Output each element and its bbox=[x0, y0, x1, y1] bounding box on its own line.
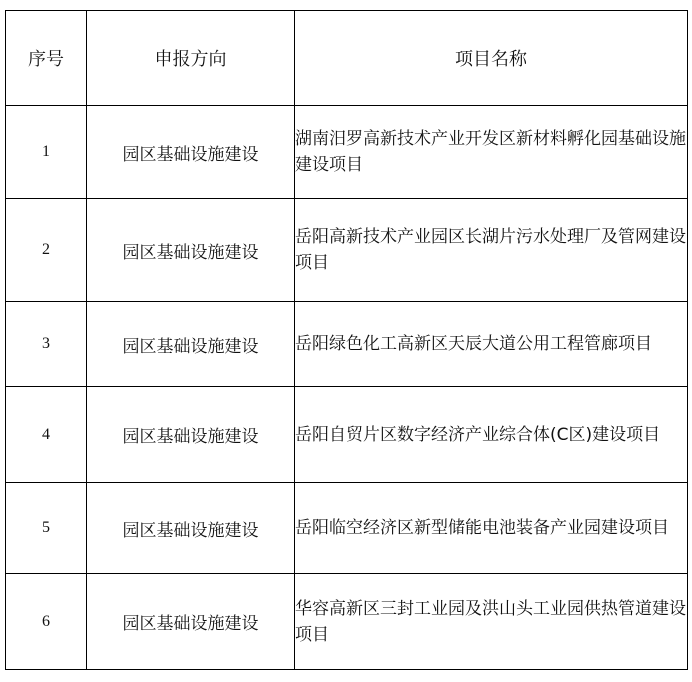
table-row bbox=[6, 483, 688, 574]
row-direction: 园区基础设施建设 bbox=[87, 387, 295, 483]
row-project-name: 岳阳高新技术产业园区长湖片污水处理厂及管网建设项目 bbox=[295, 199, 688, 302]
row-direction: 园区基础设施建设 bbox=[87, 574, 295, 670]
row-number: 1 bbox=[6, 106, 87, 199]
row-project-name: 华容高新区三封工业园及洪山头工业园供热管道建设项目 bbox=[295, 574, 688, 670]
row-project-name: 湖南汨罗高新技术产业开发区新材料孵化园基础设施建设项目 bbox=[295, 106, 688, 199]
row-number: 5 bbox=[6, 483, 87, 574]
row-direction: 园区基础设施建设 bbox=[87, 483, 295, 574]
row-direction: 园区基础设施建设 bbox=[87, 302, 295, 387]
table-row bbox=[6, 387, 688, 483]
row-direction: 园区基础设施建设 bbox=[87, 199, 295, 302]
header-no: 序号 bbox=[6, 11, 87, 106]
row-project-name: 岳阳自贸片区数字经济产业综合体(C区)建设项目 bbox=[295, 387, 688, 483]
row-number: 2 bbox=[6, 199, 87, 302]
header-name: 项目名称 bbox=[295, 11, 688, 106]
table-row bbox=[6, 106, 688, 199]
header-direction: 申报方向 bbox=[87, 11, 295, 106]
table-row bbox=[6, 199, 688, 302]
table-row bbox=[6, 574, 688, 670]
row-number: 3 bbox=[6, 302, 87, 387]
row-direction: 园区基础设施建设 bbox=[87, 106, 295, 199]
table-row bbox=[6, 302, 688, 387]
header-row bbox=[6, 11, 688, 106]
row-number: 4 bbox=[6, 387, 87, 483]
row-number: 6 bbox=[6, 574, 87, 670]
table-header bbox=[6, 11, 688, 106]
project-table bbox=[5, 10, 688, 670]
row-project-name: 岳阳临空经济区新型储能电池装备产业园建设项目 bbox=[295, 483, 688, 574]
row-project-name: 岳阳绿色化工高新区天辰大道公用工程管廊项目 bbox=[295, 302, 688, 387]
table-body bbox=[6, 106, 688, 670]
